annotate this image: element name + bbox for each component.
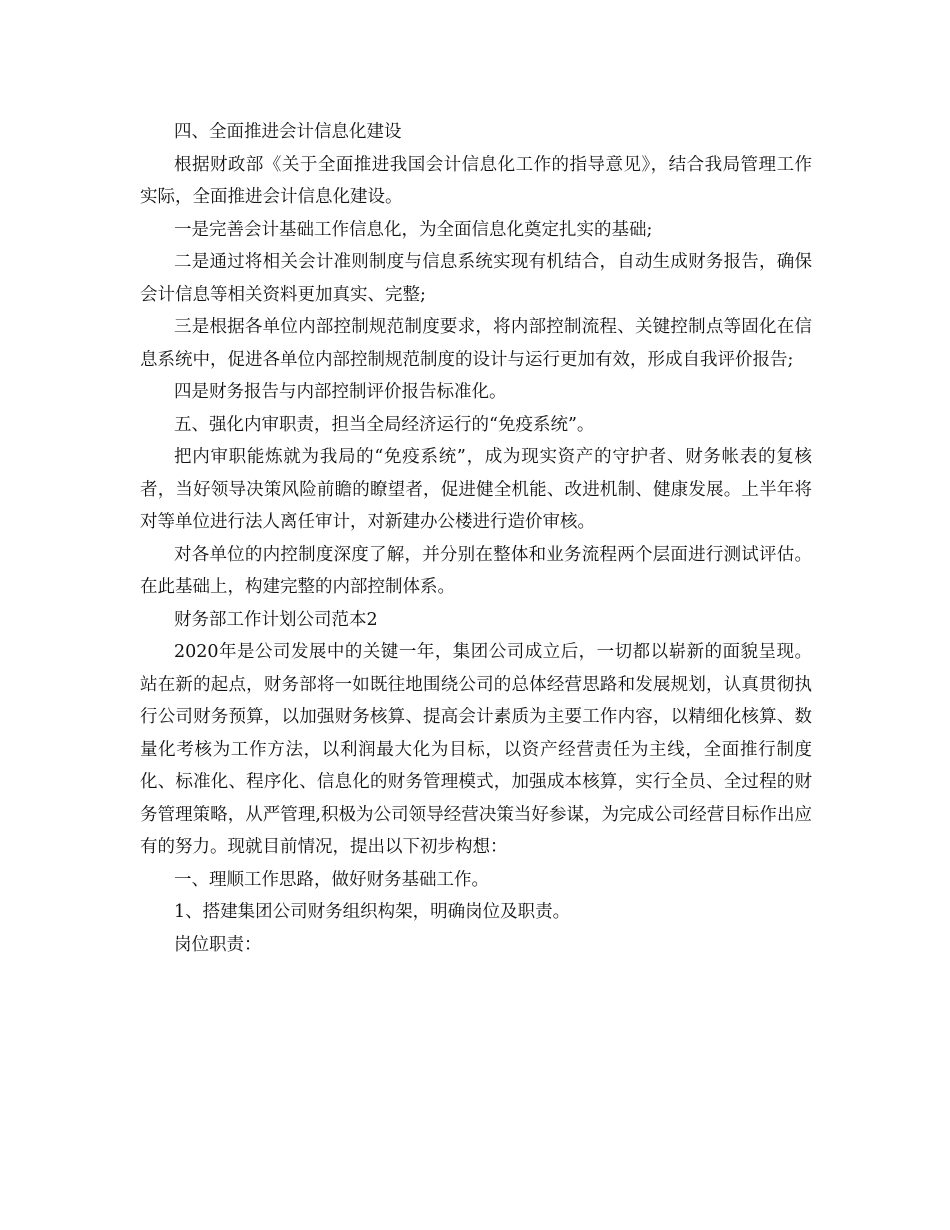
body-paragraph: 2020年是公司发展中的关键一年，集团公司成立后，一切都以崭新的面貌呈现。站在新的起点，财务部将一如既往地围绕公司的总体经营思路和发展规划，认真贯彻执行公司财务预算，以加强财务核算、提高会计素质为主要工作内容，以精细化核算、数量化考核为工作方法，以利润最大化为目标，以资产经营责任为主线，全面推行制度化、标准化、程序化、信息化的财务管理模式，加强成本核算，实行全员、全过程的财务管理策略，从严管理,积极为公司领导经营决策当好参谋，为完成公司经营目标作出应有的努力。现就目前情况，提出以下初步构想： bbox=[140, 642, 812, 857]
document-body bbox=[140, 116, 812, 961]
section-heading-4: 四、全面推进会计信息化建设 bbox=[174, 122, 402, 142]
body-paragraph: 三是根据各单位内部控制规范制度要求，将内部控制流程、关键控制点等固化在信息系统中，促进各单位内部控制规范制度的设计与运行更加有效，形成自我评价报告; bbox=[140, 317, 812, 370]
body-paragraph: 四是财务报告与内部控制评价报告标准化。 bbox=[174, 382, 507, 402]
body-paragraph: 把内审职能炼就为我局的“免疫系统”，成为现实资产的守护者、财务帐表的复核者，当好领导决策风险前瞻的瞭望者，促进健全机能、改进机制、健康发展。上半年将对等单位进行法人离任审计，对新建办公楼进行造价审核。 bbox=[140, 447, 812, 532]
body-paragraph: 根据财政部《关于全面推进我国会计信息化工作的指导意见》，结合我局管理工作实际，全面推进会计信息化建设。 bbox=[140, 154, 812, 207]
body-paragraph: 二是通过将相关会计准则制度与信息系统实现有机结合，自动生成财务报告，确保会计信息等相关资料更加真实、完整; bbox=[140, 252, 812, 305]
section-heading-5: 五、强化内审职责，担当全局经济运行的“免疫系统”。 bbox=[174, 414, 595, 435]
subsection-heading-1: 1、搭建集团公司财务组织构架，明确岗位及职责。 bbox=[174, 902, 571, 922]
section-heading-1: 一、理顺工作思路，做好财务基础工作。 bbox=[174, 869, 489, 890]
job-duties-label: 岗位职责： bbox=[174, 934, 262, 955]
body-paragraph: 一是完善会计基础工作信息化，为全面信息化奠定扎实的基础; bbox=[174, 219, 653, 240]
document-section-title: 财务部工作计划公司范本2 bbox=[174, 609, 378, 630]
body-paragraph: 对各单位的内控制度深度了解，并分别在整体和业务流程两个层面进行测试评估。在此基础上，构建完整的内部控制体系。 bbox=[140, 544, 812, 597]
